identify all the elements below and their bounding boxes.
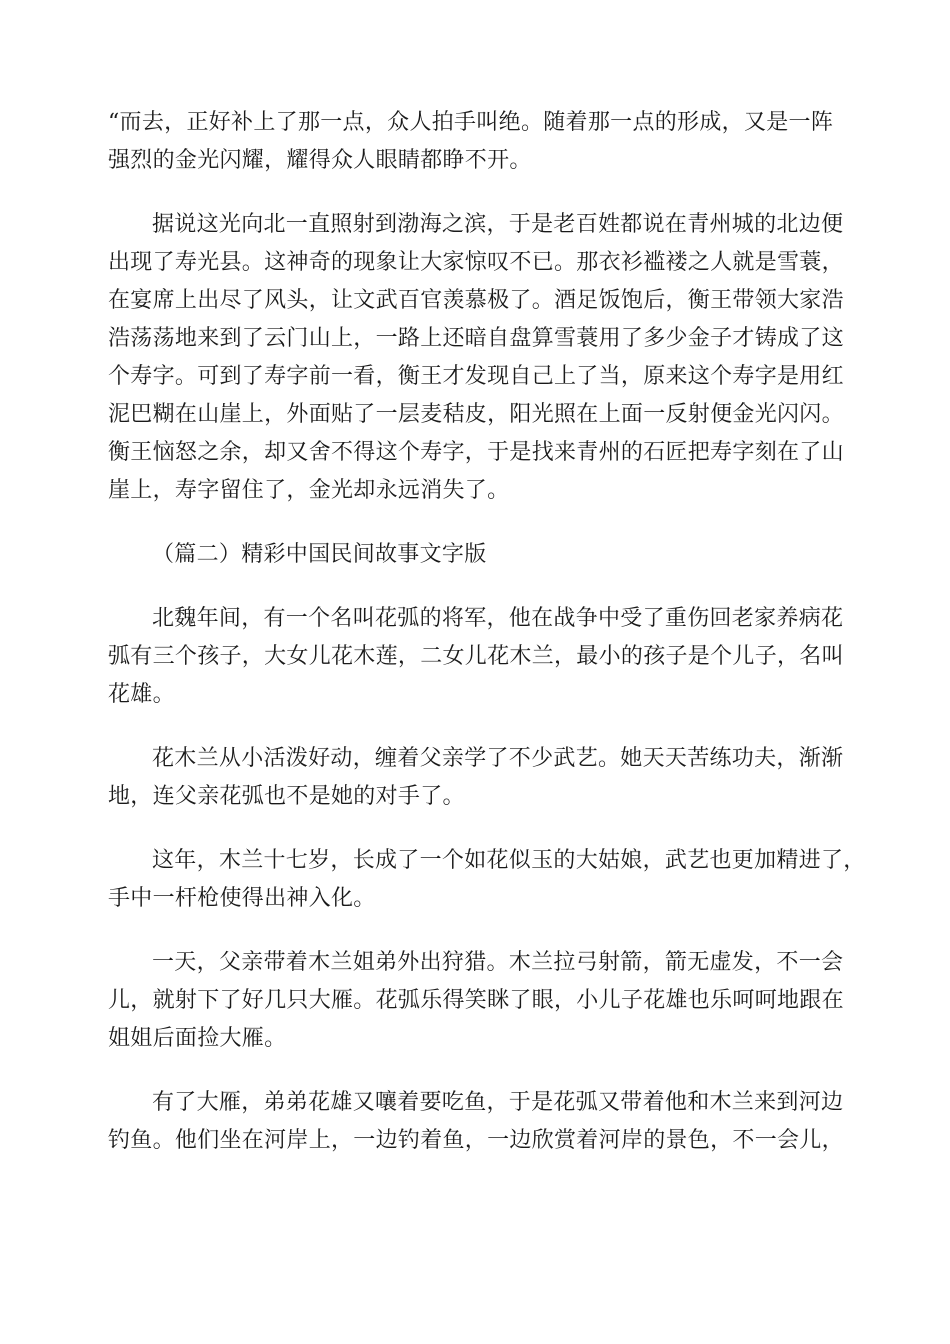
text-line: 衡王恼怒之余，却又舍不得这个寿字，于是找来青州的石匠把寿字刻在了山 xyxy=(108,440,844,465)
paragraph-4 xyxy=(108,740,868,816)
text-line: 在宴席上出尽了风头，让文武百官羡慕极了。酒足饭饱后，衡王带领大家浩 xyxy=(108,288,844,313)
text-line: 一天，父亲带着木兰姐弟外出狩猎。木兰拉弓射箭，箭无虚发，不一会 xyxy=(152,950,844,975)
text-line: 这年，木兰十七岁，长成了一个如花似玉的大姑娘，武艺也更加精进了， xyxy=(152,848,866,873)
text-line: 有了大雁，弟弟花雄又嚷着要吃鱼，于是花弧又带着他和木兰来到河边 xyxy=(152,1090,844,1115)
paragraph-5 xyxy=(108,842,868,918)
paragraph-3 xyxy=(108,600,868,714)
text-line: （篇二）精彩中国民间故事文字版 xyxy=(152,542,487,567)
text-line: 钓鱼。他们坐在河岸上，一边钓着鱼，一边欣赏着河岸的景色，不一会儿， xyxy=(108,1128,844,1153)
text-line: 北魏年间，有一个名叫花弧的将军，他在战争中受了重伤回老家养病花 xyxy=(152,606,844,631)
text-line: 强烈的金光闪耀，耀得众人眼睛都睁不开。 xyxy=(108,148,532,173)
text-line: 花雄。 xyxy=(108,682,175,707)
text-line: 个寿字。可到了寿字前一看，衡王才发现自己上了当，原来这个寿字是用红 xyxy=(108,364,844,389)
text-line: 花木兰从小活泼好动，缠着父亲学了不少武艺。她天天苦练功夫，渐渐 xyxy=(152,746,844,771)
paragraph-2 xyxy=(108,206,868,510)
text-line: 地，连父亲花弧也不是她的对手了。 xyxy=(108,784,465,809)
section-heading xyxy=(108,536,868,574)
document-body xyxy=(108,104,868,1186)
text-line: 手中一杆枪使得出神入化。 xyxy=(108,886,376,911)
text-line: 出现了寿光县。这神奇的现象让大家惊叹不已。那衣衫褴褛之人就是雪蓑， xyxy=(108,250,844,275)
text-line: 泥巴糊在山崖上，外面贴了一层麦秸皮，阳光照在上面一反射便金光闪闪。 xyxy=(108,402,844,427)
text-line: 据说这光向北一直照射到渤海之滨，于是老百姓都说在青州城的北边便 xyxy=(152,212,844,237)
text-line: 儿，就射下了好几只大雁。花弧乐得笑眯了眼，小儿子花雄也乐呵呵地跟在 xyxy=(108,988,844,1013)
text-line: “而去，正好补上了那一点，众人拍手叫绝。随着那一点的形成，又是一阵 xyxy=(108,110,834,135)
text-line: 姐姐后面捡大雁。 xyxy=(108,1026,287,1051)
paragraph-1 xyxy=(108,104,868,180)
paragraph-6 xyxy=(108,944,868,1058)
text-line: 弧有三个孩子，大女儿花木莲，二女儿花木兰，最小的孩子是个儿子，名叫 xyxy=(108,644,844,669)
text-line: 崖上，寿字留住了，金光却永远消失了。 xyxy=(108,478,510,503)
text-line: 浩荡荡地来到了云门山上，一路上还暗自盘算雪蓑用了多少金子才铸成了这 xyxy=(108,326,844,351)
paragraph-7 xyxy=(108,1084,868,1160)
